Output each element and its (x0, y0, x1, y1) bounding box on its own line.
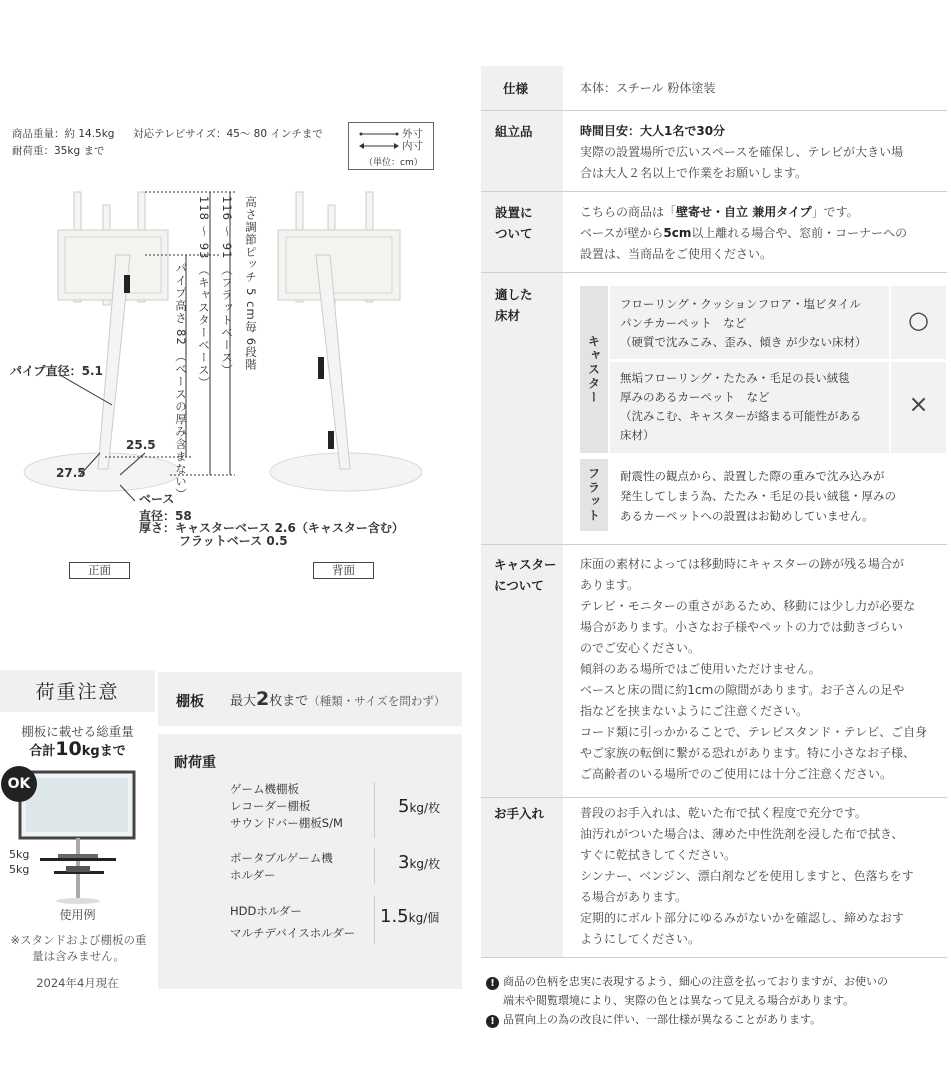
footnotes (486, 972, 948, 1029)
floor-ng-cell (610, 362, 889, 453)
flat-note-line: 発生してしまう為、たたみ・毛足の長い絨毯・厚みの (620, 489, 896, 503)
warning-icon: ! (486, 1015, 499, 1028)
care-line: 定期的にボルト部分にゆるみがないかを確認し、締めなおす (580, 911, 905, 925)
dimension-legend (348, 122, 434, 170)
front-view-label: 正面 (69, 562, 130, 579)
product-diagram (0, 0, 470, 600)
capacity-panel (158, 734, 462, 989)
legend-arrows-icon (359, 129, 399, 151)
footnote-2-text: 品質向上の為の改良に伴い、一部仕様が異なることがあります。 (503, 1013, 822, 1026)
flat-note (620, 466, 896, 526)
floor-ng-line: 床材） (620, 428, 655, 442)
spec-assembly-time: 時間目安：大人1名で30分 (580, 124, 726, 138)
pipe-height-label: パイプ高さ 82 （ベースの厚み含まない） (174, 262, 188, 501)
install-type: 壁寄せ・自立 兼用タイプ (676, 205, 812, 219)
spec-care-label: お手入れ (494, 806, 545, 821)
capacity-number: 1.5 (380, 906, 409, 927)
tv-size-text: 対応テレビサイズ：45～ 80 インチまで (133, 128, 323, 140)
spec-caster-label-2: について (494, 578, 544, 593)
caster-line: テレビ・モニターの重さがあるため、移動には少し力が必要な (580, 599, 916, 613)
dim-27-5-label: 27.5 (56, 466, 86, 480)
footnote-2 (486, 1010, 948, 1029)
spec-install-line3: 設置は、当商品をご使用ください。 (580, 247, 773, 261)
total-prefix: 合計 (29, 744, 56, 759)
care-line: シンナー、ベンジン、漂白剤などを使用しますと、色落ちをす (580, 869, 914, 883)
capacity-unit: kg/枚 (409, 801, 441, 815)
install-distance: 5cm (663, 226, 692, 240)
caster-line: ご高齢者のいる場所でのご使用には十分ご注意ください。 (580, 767, 893, 781)
weight-caution: ※スタンドおよび棚板の重量は含みません。 (10, 933, 147, 963)
flat-note-line: 耐震性の観点から、設置した際の重みで沈み込みが (620, 469, 885, 483)
care-line: 普段のお手入れは、乾いた布で拭く程度で充分です。 (580, 806, 868, 820)
total-weight-line1: 棚板に載せる総重量 (21, 724, 134, 739)
floor-ng-mark-cell (891, 362, 946, 453)
weight-text: 商品重量：約 14.5kg (12, 128, 115, 140)
spec-install-line2 (580, 223, 907, 244)
shelf-weight-label-2: 5kg (9, 863, 30, 876)
spec-install-label-1: 設置に (495, 205, 533, 220)
floor-ok-line: パンチカーペット など (620, 316, 747, 330)
base-label: ベース (139, 492, 175, 506)
footnote-1 (486, 972, 948, 991)
shelf-max (230, 688, 445, 710)
capacity-item: サウンドバー棚板S/M (230, 816, 343, 830)
flat-note-line: あるカーペットへの設置はお勧めしていません。 (620, 509, 874, 523)
capacity-unit: kg/枚 (409, 857, 441, 871)
spec-assembly-line2: 合は大人２名以上で作業をお願いします。 (580, 166, 808, 180)
spec-floor-label-2: 床材 (495, 308, 521, 323)
caster-line: 傾斜のある場所ではご使用いただけません。 (580, 662, 821, 676)
capacity-value (398, 852, 440, 873)
total-suffix: kgまで (81, 744, 126, 759)
caster-line: コード類に引っかかることで、テレビスタンド・テレビ、ご自身 (580, 725, 928, 739)
caster-base-height-label: 118 ～ 93 （キャスターベース） (197, 196, 211, 390)
spec-material-text: 本体：スチール 粉体塗装 (580, 81, 716, 95)
spec-floor-label-1: 適した (495, 287, 533, 302)
capacity-item: ゲーム機棚板 (230, 782, 299, 796)
shelf-max-prefix: 最大 (230, 694, 257, 709)
floor-ng-line: 無垢フローリング・たたみ・毛足の長い絨毯 (620, 371, 850, 385)
caster-line: 床面の素材によっては移動時にキャスターの跡が残る場合が (580, 557, 905, 571)
back-view-label: 背面 (313, 562, 374, 579)
capacity-item: マルチデバイスホルダー (230, 926, 356, 940)
capacity-item: レコーダー棚板 (230, 799, 311, 813)
capacity-number: 5 (398, 796, 410, 817)
shelf-max-suffix: 枚まで (269, 694, 309, 709)
spec-install-line1 (580, 202, 859, 223)
spec-caster-text (580, 554, 927, 785)
caster-line: あります。 (580, 578, 640, 592)
spec-install-label-2: ついて (495, 226, 533, 241)
caster-line: やご家族の転倒に繋がる恐れがあります。特に小さなお子様、 (580, 746, 916, 760)
capacity-item: HDDホルダー (230, 904, 302, 918)
cross-mark-icon: × (908, 390, 929, 418)
front-stand-illustration (20, 185, 280, 505)
install-text: ベースが壁から (580, 226, 664, 240)
capacity-item: ポータブルゲーム機 (230, 851, 333, 865)
total-weight-line2 (0, 738, 155, 760)
height-pitch-label: 高さ調節ピッチ 5 cm毎 6段階 (244, 196, 258, 372)
shelf-weight-label-1: 5kg (9, 848, 30, 861)
capacity-number: 3 (398, 852, 410, 873)
legend-inner: 内寸 (402, 140, 423, 152)
caster-line: のでご安心ください。 (580, 641, 701, 655)
base-diameter-label: 直径：58 (139, 509, 192, 523)
care-line: 油汚れがついた場合は、薄めた中性洗剤を浸した布で拭き、 (580, 827, 904, 841)
caster-line: ベースと床の間に約1cmの隙間があります。お子さんの足や (580, 683, 905, 697)
capacity-row (230, 850, 333, 884)
caster-line: 場合があります。小さなお子様やペットの力では動きづらい (580, 620, 904, 634)
shelf-label: 棚板 (176, 694, 204, 710)
shelf-max-value: 2 (256, 688, 270, 710)
footnote-1-line-2: 端末や閲覧環境により、実際の色とは異なって見える場合があります。 (503, 994, 855, 1007)
ok-badge: OK (1, 766, 37, 802)
care-line: ようにしてください。 (580, 932, 701, 946)
tv-example-illustration (18, 770, 138, 905)
load-notice (0, 670, 155, 1000)
spec-table (481, 66, 951, 966)
floor-ok-line: フローリング・クッションフロア・塩ビタイル (620, 297, 861, 311)
dim-25-5-label: 25.5 (126, 438, 156, 452)
load-text: 耐荷重：35kg まで (12, 145, 105, 157)
example-label: 使用例 (59, 908, 96, 922)
capacity-label: 耐荷重 (174, 755, 216, 771)
capacity-value (380, 906, 439, 927)
floor-ok-line: （硬質で沈みこみ、歪み、傾き が少ない床材） (620, 335, 867, 349)
spec-caster-label-1: キャスター (494, 557, 557, 572)
footnote-1-line-1: 商品の色柄を忠実に表現するよう、細心の注意を払っておりますが、お使いの (503, 975, 888, 988)
capacity-unit: kg/個 (408, 911, 440, 925)
care-line: る場合があります。 (580, 890, 688, 904)
caster-line: 指などを挟まないようにご注意ください。 (580, 704, 809, 718)
install-text: こちらの商品は「 (580, 205, 677, 219)
spec-care-text (580, 803, 914, 950)
flat-base-thickness-label: フラットベース 0.5 (179, 534, 288, 548)
capacity-row (230, 900, 355, 944)
as-of-date: 2024年4月現在 (36, 976, 119, 990)
warning-icon: ! (486, 977, 499, 990)
shelf-limit-panel (158, 672, 462, 726)
circle-mark-icon: ○ (908, 306, 929, 334)
spec-assembly-line1: 実際の設置場所で広いスペースを確保し、テレビが大きい場 (580, 145, 904, 159)
capacity-item: ホルダー (230, 868, 276, 882)
flat-tag: フラット (580, 459, 608, 531)
caster-tag: キャスター (580, 286, 608, 453)
capacity-row (230, 781, 343, 832)
floor-ok-mark-cell (891, 286, 946, 359)
floor-ng-line: （沈みこむ、キャスターが絡まる可能性がある (620, 409, 862, 423)
capacity-value (398, 796, 440, 817)
shelf-max-note: （種類・サイズを問わず） (308, 694, 446, 708)
legend-unit: （単位：cm） (364, 158, 423, 168)
back-stand-illustration (266, 185, 426, 505)
care-line: すぐに乾拭きしてください。 (580, 848, 737, 862)
total-value: 10 (55, 738, 82, 760)
legend-outer: 外寸 (402, 128, 423, 140)
install-text: 」です。 (811, 205, 859, 219)
load-notice-title: 荷重注意 (35, 681, 120, 703)
pipe-diameter-label: パイプ直径：5.1 (10, 364, 103, 378)
floor-ng-line: 厚みのあるカーペット など (620, 390, 770, 404)
floor-ok-cell (610, 286, 889, 359)
flat-base-height-label: 116 ～ 91 （フラットベース） (220, 196, 234, 377)
spec-assembly-label: 組立品 (495, 124, 533, 139)
spec-material-label: 仕様 (503, 81, 529, 96)
base-thickness-label: 厚さ：キャスターベース 2.6（キャスター含む） (139, 521, 404, 535)
install-text: 以上離れる場合や、窓前・コーナーへの (691, 226, 908, 240)
